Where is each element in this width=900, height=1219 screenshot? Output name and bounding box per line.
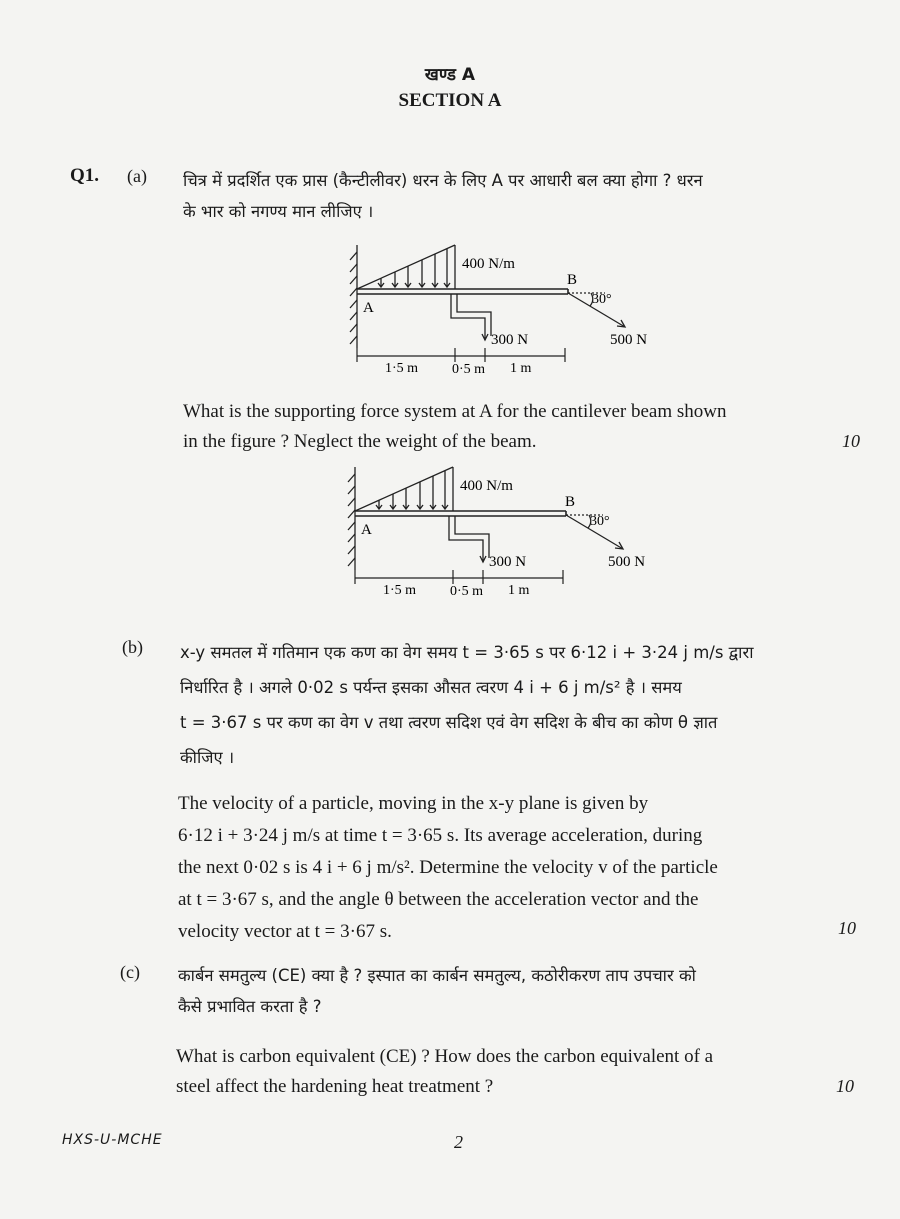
force-500-label: 500 N <box>610 332 648 348</box>
dimension-2-label: 0·5 m <box>452 362 486 377</box>
part-b-label: (b) <box>122 637 143 657</box>
section-title-hindi: खण्ड A <box>424 65 476 85</box>
part-b-english-line: at t = 3·67 s, and the angle θ between the acceleration vector and the <box>178 889 699 910</box>
part-a-marks: 10 <box>842 431 860 451</box>
dimension-3-label: 1 m <box>510 361 532 376</box>
wall-support <box>348 467 355 570</box>
force-500-label: 500 N <box>608 554 646 570</box>
wall-support <box>350 245 357 348</box>
dimension-lines <box>357 348 565 362</box>
load-label: 400 N/m <box>462 256 515 272</box>
part-c-english-line: What is carbon equivalent (CE) ? How does the carbon equivalent of a <box>176 1046 714 1067</box>
force-300-label: 300 N <box>489 554 527 570</box>
part-c-label: (c) <box>120 962 140 982</box>
part-a-hindi-text <box>183 165 833 227</box>
part-b-hindi-text <box>180 635 835 775</box>
part-a-english-line: in the figure ? Neglect the weight of the beam. <box>183 431 537 452</box>
part-b-hindi-line: x-y समतल में गतिमान एक कण का वेग समय t = 3·65 s पर 6·12 i + 3·24 j m/s द्वारा <box>180 643 754 662</box>
beam <box>357 289 568 294</box>
footer-paper-code: HXS-U-MCHE <box>62 1132 163 1148</box>
part-c-english-line: steel affect the hardening heat treatment ? <box>176 1076 494 1097</box>
bracket <box>451 294 491 340</box>
angle-label: 30° <box>590 514 610 529</box>
part-b-hindi-line: कीजिए । <box>180 748 235 767</box>
dimension-lines <box>355 570 563 584</box>
distributed-load <box>355 467 453 511</box>
part-b-hindi-line: t = 3·67 s पर कण का वेग v तथा त्वरण सदिश एवं वेग सदिश के बीच का कोण θ ज्ञात <box>180 713 718 732</box>
page-number: 2 <box>454 1132 463 1152</box>
cantilever-figure-hindi <box>345 240 665 380</box>
distributed-load <box>357 245 455 289</box>
cantilever-figure-english <box>343 462 663 602</box>
part-a-english-text <box>183 397 833 457</box>
part-a-hindi-line: के भार को नगण्य मान लीजिए । <box>183 202 374 221</box>
part-b-hindi-line: निर्धारित है । अगले 0·02 s पर्यन्त इसका औसत त्वरण 4 i + 6 j m/s² है । समय <box>180 678 682 697</box>
part-b-english-line: velocity vector at t = 3·67 s. <box>178 921 392 942</box>
question-number: Q1. <box>70 165 100 186</box>
point-b-label: B <box>565 494 576 510</box>
point-a-label: A <box>363 300 374 316</box>
bracket <box>449 516 489 562</box>
part-b-marks: 10 <box>838 918 856 938</box>
load-label: 400 N/m <box>460 478 513 494</box>
part-b-english-line: 6·12 i + 3·24 j m/s at time t = 3·65 s. Its average acceleration, during <box>178 825 703 846</box>
part-b-english-text <box>178 788 838 948</box>
force-300-label: 300 N <box>491 332 529 348</box>
part-a-hindi-line: चित्र में प्रदर्शित एक प्रास (कैन्टीलीवर) धरन के लिए A पर आधारी बल क्या होगा ? धरन <box>183 171 703 190</box>
part-b-english-line: the next 0·02 s is 4 i + 6 j m/s². Determine the velocity v of the particle <box>178 857 718 878</box>
point-b-label: B <box>567 272 578 288</box>
part-c-hindi-line: कार्बन समतुल्य (CE) क्या है ? इस्पात का कार्बन समतुल्य, कठोरीकरण ताप उपचार को <box>178 966 696 985</box>
dimension-3-label: 1 m <box>508 583 530 598</box>
part-b-english-line: The velocity of a particle, moving in the x-y plane is given by <box>178 793 649 814</box>
dimension-2-label: 0·5 m <box>450 584 484 599</box>
part-c-hindi-line: कैसे प्रभावित करता है ? <box>178 997 322 1016</box>
part-a-english-line: What is the supporting force system at A for the cantilever beam shown <box>183 401 727 422</box>
section-title-english: SECTION A <box>398 90 502 111</box>
part-c-hindi-text <box>178 960 833 1022</box>
part-c-english-text <box>176 1042 836 1102</box>
part-a-label: (a) <box>127 166 147 186</box>
dimension-1-label: 1·5 m <box>383 583 417 598</box>
beam <box>355 511 566 516</box>
dimension-1-label: 1·5 m <box>385 361 419 376</box>
part-c-marks: 10 <box>836 1076 854 1096</box>
point-a-label: A <box>361 522 372 538</box>
angle-label: 30° <box>592 292 612 307</box>
